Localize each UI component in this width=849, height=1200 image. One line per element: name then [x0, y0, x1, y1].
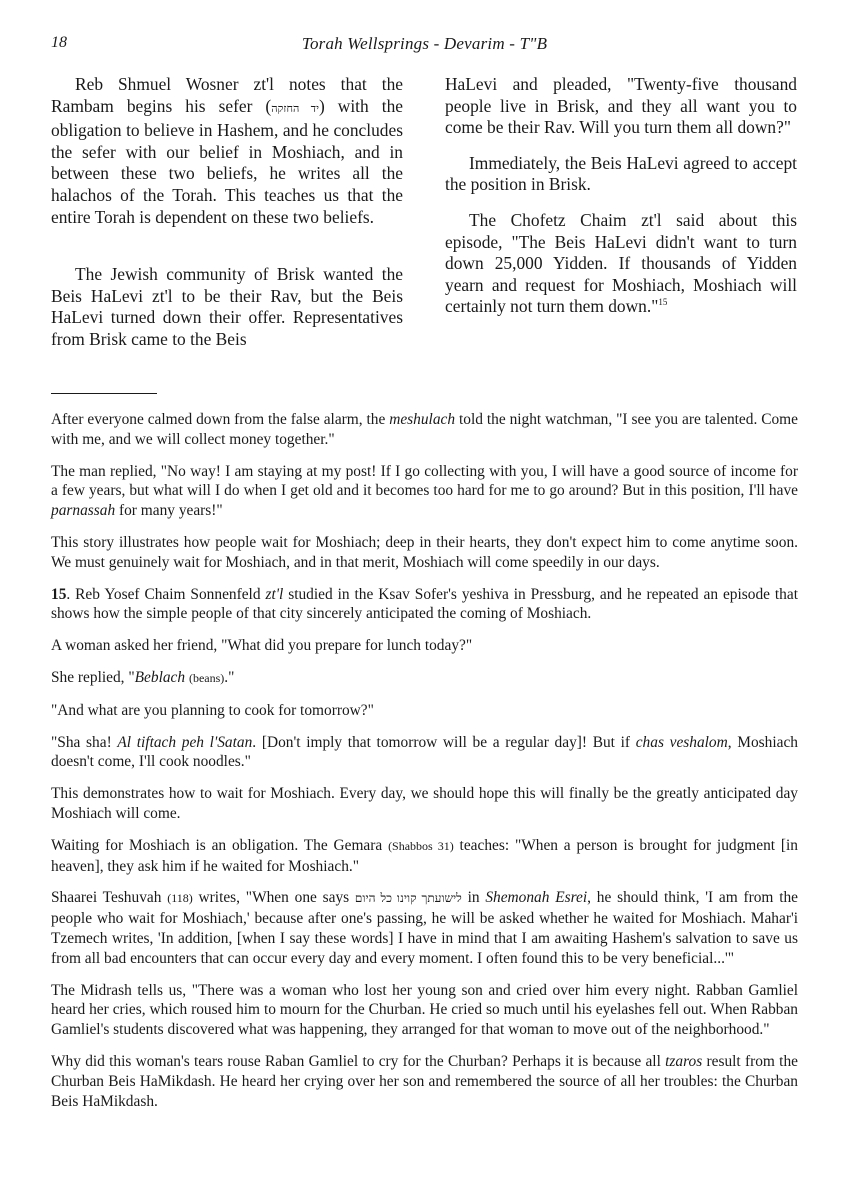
footnotes [51, 410, 798, 1123]
paragraph-agreed: Immediately, the Beis HaLevi agreed to accept the position in Brisk. [445, 152, 797, 195]
footnote-number: 15 [51, 585, 67, 603]
footnote-15: 15. Reb Yosef Chaim Sonnenfeld zt'l studied in the Ksav Sofer's yeshiva in Pressburg, and he repeated an episode that shows how the simple people of that city sincerely anticipated the coming of Moshiach. [51, 585, 798, 623]
footnote-reference: 15 [658, 297, 668, 308]
footnote-paragraph: Waiting for Moshiach is an obligation. The Gemara (Shabbos 31) teaches: "When a person is brought for judgment [in heaven], they ask him if he waited for Moshiach." [51, 836, 798, 875]
footnote-paragraph: She replied, "Beblach (beans)." [51, 668, 235, 686]
paragraph-brisk: The Jewish community of Brisk wanted the Beis HaLevi zt'l to be their Rav, but the Beis HaLevi turned down their offer. Representatives from Brisk came to the Beis [51, 264, 403, 349]
hebrew-sefer-name: יד החזקה [271, 102, 319, 115]
footnote-paragraph: A woman asked her friend, "What did you prepare for lunch today?" [51, 637, 473, 655]
footnote-paragraph: "And what are you planning to cook for tomorrow?" [51, 701, 374, 719]
paragraph-chofetz-chaim: The Chofetz Chaim zt'l said about this episode, "The Beis HaLevi didn't want to turn down 25,000 Yidden. If thousands of Yidden yearn and request for Moshiach, Moshiach will certainly not turn them down."$^{15}$ [445, 209, 797, 317]
footnote-paragraph: This story illustrates how people wait for Moshiach; deep in their hearts, they don't expect him to come anytime soon. We must genuinely wait for Moshiach, and in that merit, Moshiach will come speedily in our days. [51, 533, 798, 571]
footnote-paragraph: The Midrash tells us, "There was a woman who lost her young son and cried over him every night. Rabban Gamliel heard her cries, which roused him to mourn for the Churban. He cried so much until his eyelashes fell out. When Rabban Gamliel's students discovered what was happening, they arranged for that woman to move out of the neighborhood." [51, 981, 798, 1039]
right-column [445, 74, 797, 318]
left-column [51, 74, 403, 351]
footnote-paragraph: After everyone calmed down from the false alarm, the meshulach told the night watchman, "I see you are talented. Come with me, and we will collect money together." [51, 411, 798, 448]
footnote-paragraph: Shaarei Teshuvah (118) writes, "When one says לישועתך קוינו כל היום in Shemonah Esrei, he should think, 'I am from the people who wait for Moshiach,' because after one's passing, he will be asked whether he waited for Moshiach. Mahar'i Tzemech writes, 'In addition, [when I say these words] I have in mind that I am awaiting Hashem's salvation to save us from all bad encounters that can occur every day and every moment. I often found this to be very beneficial...'" [51, 889, 798, 967]
hebrew-phrase: לישועתך קוינו כל היום [354, 891, 462, 906]
footnote-paragraph: "Sha sha! Al tiftach peh l'Satan. [Don't imply that tomorrow will be a regular day]! But if chas veshalom, Moshiach doesn't come, I'll cook noodles." [51, 733, 798, 771]
paragraph-pleaded: HaLevi and pleaded, "Twenty-five thousand people live in Brisk, and they all want you to come be their Rav. Will you turn them all down?" [445, 74, 797, 138]
footnote-paragraph: Why did this woman's tears rouse Raban Gamliel to cry for the Churban? Perhaps it is because all tzaros result from the Churban Beis HaMikdash. He heard her crying over her son and remembered the source of all her troubles: the Churban Beis HaMikdash. [51, 1052, 798, 1110]
paragraph-rambam: Reb Shmuel Wosner zt'l notes that the Rambam begins his sefer (יד החזקה) with the obligation to believe in Hashem, and he concludes the sefer with our belief in Moshiach, and in between these two beliefs, he writes all the halachos of the Torah. This teaches us that the entire Torah is dependent on these two beliefs. [51, 74, 403, 227]
running-title: Torah Wellsprings - Devarim - T"B [301, 34, 548, 53]
page-number: 18 [51, 34, 67, 51]
footnote-paragraph: This demonstrates how to wait for Moshiach. Every day, we should hope this will finally be the greatly anticipated day Moshiach will come. [51, 785, 798, 822]
footnote-paragraph: The man replied, "No way! I am staying at my post! If I go collecting with you, I will have a good source of income for a few years, but what will I do when I get old and it becomes too hard for me to go around? But in this position, I'll have parnassah for many years!" [51, 462, 798, 520]
footnote-rule [51, 393, 157, 394]
